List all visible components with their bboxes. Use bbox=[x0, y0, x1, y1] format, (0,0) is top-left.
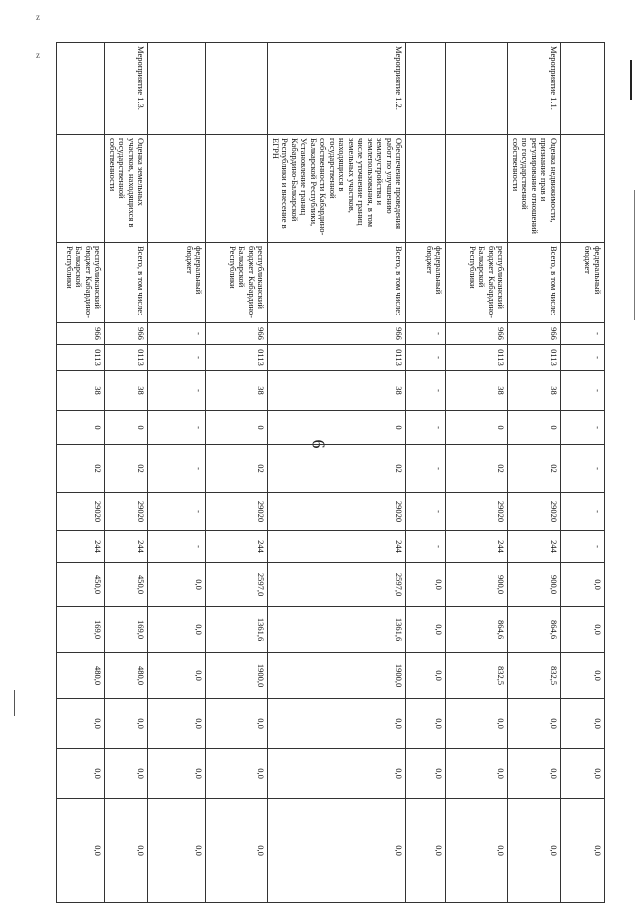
value-cell-v6: 0,0 bbox=[561, 799, 605, 903]
value-cell-b: - bbox=[406, 345, 446, 371]
funding-source-cell: республиканский бюджет Кабардино-Балкарской Республики bbox=[446, 243, 508, 323]
value-cell-v6: 0,0 bbox=[268, 799, 406, 903]
value-cell-v5: 0,0 bbox=[105, 749, 148, 799]
value-cell-e: 02 bbox=[268, 445, 406, 493]
value-cell-v4: 0,0 bbox=[406, 699, 446, 749]
event-cell bbox=[57, 43, 105, 135]
value-cell-d: 0 bbox=[57, 411, 105, 445]
value-cell-c: 38 bbox=[206, 371, 268, 411]
budget-table bbox=[56, 42, 605, 903]
description-cell bbox=[561, 135, 605, 243]
value-cell-e: 02 bbox=[57, 445, 105, 493]
funding-source-cell: федеральный бюджет bbox=[406, 243, 446, 323]
value-cell-v2: 0,0 bbox=[561, 607, 605, 653]
value-cell-v1: 0,0 bbox=[148, 563, 206, 607]
value-cell-v5: 0,0 bbox=[148, 749, 206, 799]
value-cell-v6: 0,0 bbox=[406, 799, 446, 903]
value-cell-c: 38 bbox=[268, 371, 406, 411]
value-cell-d: - bbox=[561, 411, 605, 445]
value-cell-a: 966 bbox=[446, 323, 508, 345]
value-cell-g: 244 bbox=[268, 531, 406, 563]
value-cell-v1: 450,0 bbox=[57, 563, 105, 607]
value-cell-v6: 0,0 bbox=[446, 799, 508, 903]
value-cell-v4: 0,0 bbox=[268, 699, 406, 749]
value-cell-v6: 0,0 bbox=[508, 799, 561, 903]
event-cell bbox=[148, 43, 206, 135]
value-cell-d: - bbox=[148, 411, 206, 445]
value-cell-v2: 864,6 bbox=[446, 607, 508, 653]
corner-mark-1: z bbox=[36, 12, 40, 22]
value-cell-c: - bbox=[406, 371, 446, 411]
value-cell-v5: 0,0 bbox=[446, 749, 508, 799]
value-cell-v3: 832,5 bbox=[446, 653, 508, 699]
value-cell-v6: 0,0 bbox=[206, 799, 268, 903]
value-cell-f: 29020 bbox=[57, 493, 105, 531]
funding-source-cell: республиканский бюджет Кабардино-Балкарской Республики bbox=[206, 243, 268, 323]
value-cell-v2: 169,0 bbox=[105, 607, 148, 653]
value-cell-v6: 0,0 bbox=[57, 799, 105, 903]
value-cell-f: - bbox=[561, 493, 605, 531]
table-row bbox=[148, 43, 206, 903]
value-cell-v3: 1900,0 bbox=[268, 653, 406, 699]
value-cell-v4: 0,0 bbox=[446, 699, 508, 749]
value-cell-e: - bbox=[406, 445, 446, 493]
value-cell-a: 966 bbox=[268, 323, 406, 345]
table-row bbox=[206, 43, 268, 903]
value-cell-g: 244 bbox=[206, 531, 268, 563]
value-cell-c: - bbox=[561, 371, 605, 411]
rotated-table-container bbox=[64, 42, 605, 902]
value-cell-v5: 0,0 bbox=[406, 749, 446, 799]
value-cell-c: 38 bbox=[446, 371, 508, 411]
value-cell-e: 02 bbox=[446, 445, 508, 493]
value-cell-v3: 832,5 bbox=[508, 653, 561, 699]
event-cell: Мероприятие 1.2. bbox=[268, 43, 406, 135]
value-cell-c: 38 bbox=[508, 371, 561, 411]
value-cell-d: 0 bbox=[268, 411, 406, 445]
value-cell-b: 0113 bbox=[508, 345, 561, 371]
value-cell-a: - bbox=[148, 323, 206, 345]
description-cell: Оценка земельных участков, находящихся в государственной собственности bbox=[105, 135, 148, 243]
description-cell bbox=[446, 135, 508, 243]
value-cell-a: - bbox=[561, 323, 605, 345]
value-cell-v4: 0,0 bbox=[508, 699, 561, 749]
value-cell-g: 244 bbox=[57, 531, 105, 563]
value-cell-v4: 0,0 bbox=[206, 699, 268, 749]
value-cell-v3: 1900,0 bbox=[206, 653, 268, 699]
event-cell: Мероприятие 1.1. bbox=[508, 43, 561, 135]
value-cell-a: 966 bbox=[206, 323, 268, 345]
value-cell-f: 29020 bbox=[446, 493, 508, 531]
scan-edge-line-mid bbox=[634, 190, 635, 320]
value-cell-a: 966 bbox=[105, 323, 148, 345]
table-row bbox=[406, 43, 446, 903]
value-cell-g: - bbox=[561, 531, 605, 563]
value-cell-v5: 0,0 bbox=[561, 749, 605, 799]
value-cell-v4: 0,0 bbox=[105, 699, 148, 749]
value-cell-f: - bbox=[148, 493, 206, 531]
table-row bbox=[446, 43, 508, 903]
value-cell-v2: 1361,6 bbox=[268, 607, 406, 653]
value-cell-d: 0 bbox=[446, 411, 508, 445]
value-cell-d: 0 bbox=[508, 411, 561, 445]
event-cell bbox=[561, 43, 605, 135]
value-cell-v4: 0,0 bbox=[148, 699, 206, 749]
value-cell-v1: 2597,0 bbox=[206, 563, 268, 607]
value-cell-v6: 0,0 bbox=[105, 799, 148, 903]
value-cell-g: - bbox=[148, 531, 206, 563]
value-cell-f: 29020 bbox=[268, 493, 406, 531]
value-cell-v3: 0,0 bbox=[148, 653, 206, 699]
funding-source-cell: федеральный бюджет bbox=[148, 243, 206, 323]
corner-mark-2: z bbox=[36, 50, 40, 60]
value-cell-v3: 0,0 bbox=[561, 653, 605, 699]
table-row bbox=[268, 43, 406, 903]
description-cell: Обеспечение проведения работ по улучшению землеустройства и землепользования, в том числе уточнение границ земельных участков, находящихся в государственной собственности Кабардино-Балкарской Республики, Установление границ Кабардино-Балкарской Республики и внесение в ЕГРН bbox=[268, 135, 406, 243]
value-cell-d: - bbox=[406, 411, 446, 445]
value-cell-e: 02 bbox=[206, 445, 268, 493]
value-cell-a: 966 bbox=[57, 323, 105, 345]
funding-source-cell: республиканский бюджет Кабардино-Балкарской Республики bbox=[57, 243, 105, 323]
value-cell-d: 0 bbox=[105, 411, 148, 445]
table-row bbox=[508, 43, 561, 903]
event-cell bbox=[446, 43, 508, 135]
value-cell-e: 02 bbox=[105, 445, 148, 493]
value-cell-v2: 0,0 bbox=[406, 607, 446, 653]
value-cell-v1: 2597,0 bbox=[268, 563, 406, 607]
description-cell bbox=[148, 135, 206, 243]
value-cell-d: 0 bbox=[206, 411, 268, 445]
table-row bbox=[561, 43, 605, 903]
value-cell-v2: 864,6 bbox=[508, 607, 561, 653]
event-cell: Мероприятие 1.3. bbox=[105, 43, 148, 135]
value-cell-v5: 0,0 bbox=[508, 749, 561, 799]
description-cell bbox=[206, 135, 268, 243]
value-cell-v3: 480,0 bbox=[57, 653, 105, 699]
value-cell-v2: 169,0 bbox=[57, 607, 105, 653]
value-cell-v1: 900,0 bbox=[446, 563, 508, 607]
value-cell-v5: 0,0 bbox=[268, 749, 406, 799]
funding-source-cell: Всего, в том числе: bbox=[268, 243, 406, 323]
value-cell-b: 0113 bbox=[206, 345, 268, 371]
description-cell bbox=[406, 135, 446, 243]
value-cell-v2: 1361,6 bbox=[206, 607, 268, 653]
value-cell-v1: 900,0 bbox=[508, 563, 561, 607]
value-cell-b: - bbox=[561, 345, 605, 371]
value-cell-v1: 450,0 bbox=[105, 563, 148, 607]
value-cell-f: - bbox=[406, 493, 446, 531]
value-cell-e: - bbox=[561, 445, 605, 493]
value-cell-v2: 0,0 bbox=[148, 607, 206, 653]
table-row bbox=[105, 43, 148, 903]
value-cell-g: 244 bbox=[446, 531, 508, 563]
value-cell-b: 0113 bbox=[268, 345, 406, 371]
value-cell-g: 244 bbox=[105, 531, 148, 563]
value-cell-e: - bbox=[148, 445, 206, 493]
value-cell-e: 02 bbox=[508, 445, 561, 493]
value-cell-v1: 0,0 bbox=[561, 563, 605, 607]
page-number: 6 bbox=[308, 439, 329, 449]
funding-source-cell: федеральный бюджет bbox=[561, 243, 605, 323]
event-cell bbox=[406, 43, 446, 135]
funding-source-cell: Всего, в том числе: bbox=[508, 243, 561, 323]
funding-source-cell: Всего, в том числе: bbox=[105, 243, 148, 323]
value-cell-v3: 0,0 bbox=[406, 653, 446, 699]
scan-edge-line-left bbox=[14, 690, 15, 716]
value-cell-c: - bbox=[148, 371, 206, 411]
value-cell-f: 29020 bbox=[508, 493, 561, 531]
scan-edge-line-top bbox=[630, 60, 632, 100]
value-cell-v1: 0,0 bbox=[406, 563, 446, 607]
value-cell-f: 29020 bbox=[105, 493, 148, 531]
value-cell-v4: 0,0 bbox=[57, 699, 105, 749]
value-cell-v3: 480,0 bbox=[105, 653, 148, 699]
value-cell-a: - bbox=[406, 323, 446, 345]
value-cell-v6: 0,0 bbox=[148, 799, 206, 903]
description-cell bbox=[57, 135, 105, 243]
value-cell-b: 0113 bbox=[105, 345, 148, 371]
value-cell-f: 29020 bbox=[206, 493, 268, 531]
description-cell: Оценка недвижимости, признание прав и регулирование отношений по государственной собственности bbox=[508, 135, 561, 243]
value-cell-v5: 0,0 bbox=[206, 749, 268, 799]
table-row bbox=[57, 43, 105, 903]
value-cell-c: 38 bbox=[105, 371, 148, 411]
value-cell-b: - bbox=[148, 345, 206, 371]
value-cell-g: 244 bbox=[508, 531, 561, 563]
value-cell-b: 0113 bbox=[446, 345, 508, 371]
value-cell-c: 38 bbox=[57, 371, 105, 411]
value-cell-v5: 0,0 bbox=[57, 749, 105, 799]
value-cell-g: - bbox=[406, 531, 446, 563]
event-cell bbox=[206, 43, 268, 135]
value-cell-a: 966 bbox=[508, 323, 561, 345]
value-cell-b: 0113 bbox=[57, 345, 105, 371]
value-cell-v4: 0,0 bbox=[561, 699, 605, 749]
